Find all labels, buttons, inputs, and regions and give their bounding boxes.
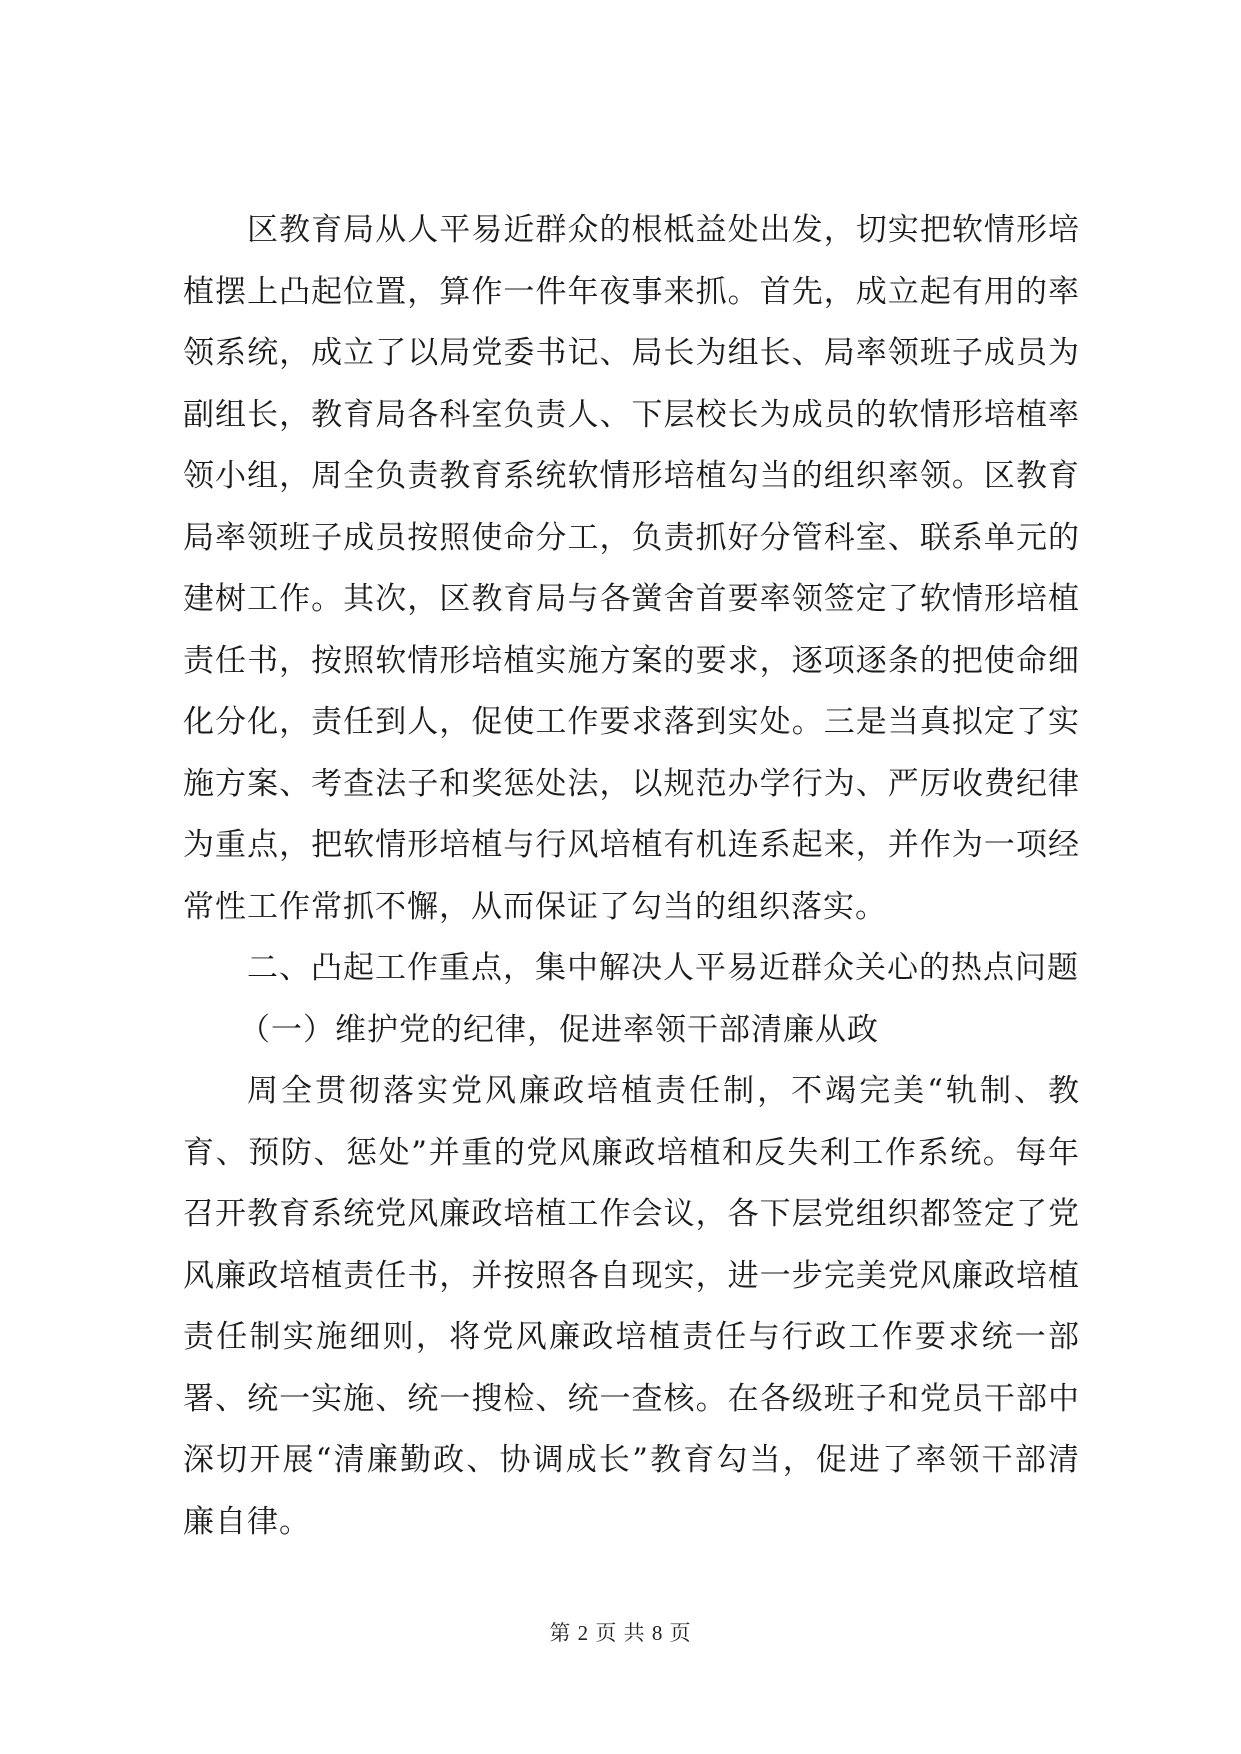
page-number-footer: 第 2 页 共 8 页 xyxy=(549,1621,692,1645)
body-paragraph: 区教育局从人平易近群众的根柢益处出发，切实把软情形培植摆上凸起位置，算作一件年夜事来抓。首先，成立起有用的率领系统，成立了以局党委书记、局长为组长、局率领班子成员为副组长，教育局各科室负责人、下层校长为成员的软情形培植率领小组，周全负责教育系统软情形培植勾当的组织率领。区教育局率领班子成员按照使命分工，负责抓好分管科室、联系单元的建树工作。其次，区教育局与各黉舍首要率领签定了软情形培植责任书，按照软情形培植实施方案的要求，逐项逐条的把使命细化分化，责任到人，促使工作要求落到实处。三是当真拟定了实施方案、考查法子和奖惩处法，以规范办学行为、严厉收费纪律为重点，把软情形培植与行风培植有机连系起来，并作为一项经常性工作常抓不懈，从而保证了勾当的组织落实。 xyxy=(183,212,1080,925)
section-heading: 二、凸起工作重点，集中解决人平易近群众关心的热点问题 xyxy=(247,950,1079,986)
body-paragraph: 周全贯彻落实党风廉政培植责任制，不竭完美“轨制、教育、预防、惩处”并重的党风廉政培植和反失利工作系统。每年召开教育系统党风廉政培植工作会议，各下层党组织都签定了党风廉政培植责任书，并按照各自现实，进一步完美党风廉政培植责任制实施细则，将党风廉政培植责任与行政工作要求统一部署、统一实施、统一搜检、统一查核。在各级班子和党员干部中深切开展“清廉勤政、协调成长”教育勾当，促进了率领干部清廉自律。 xyxy=(183,1073,1080,1540)
subsection-heading: （一）维护党的纪律，促进率领干部清廉从政 xyxy=(239,1011,879,1048)
document-body xyxy=(183,200,1080,1553)
